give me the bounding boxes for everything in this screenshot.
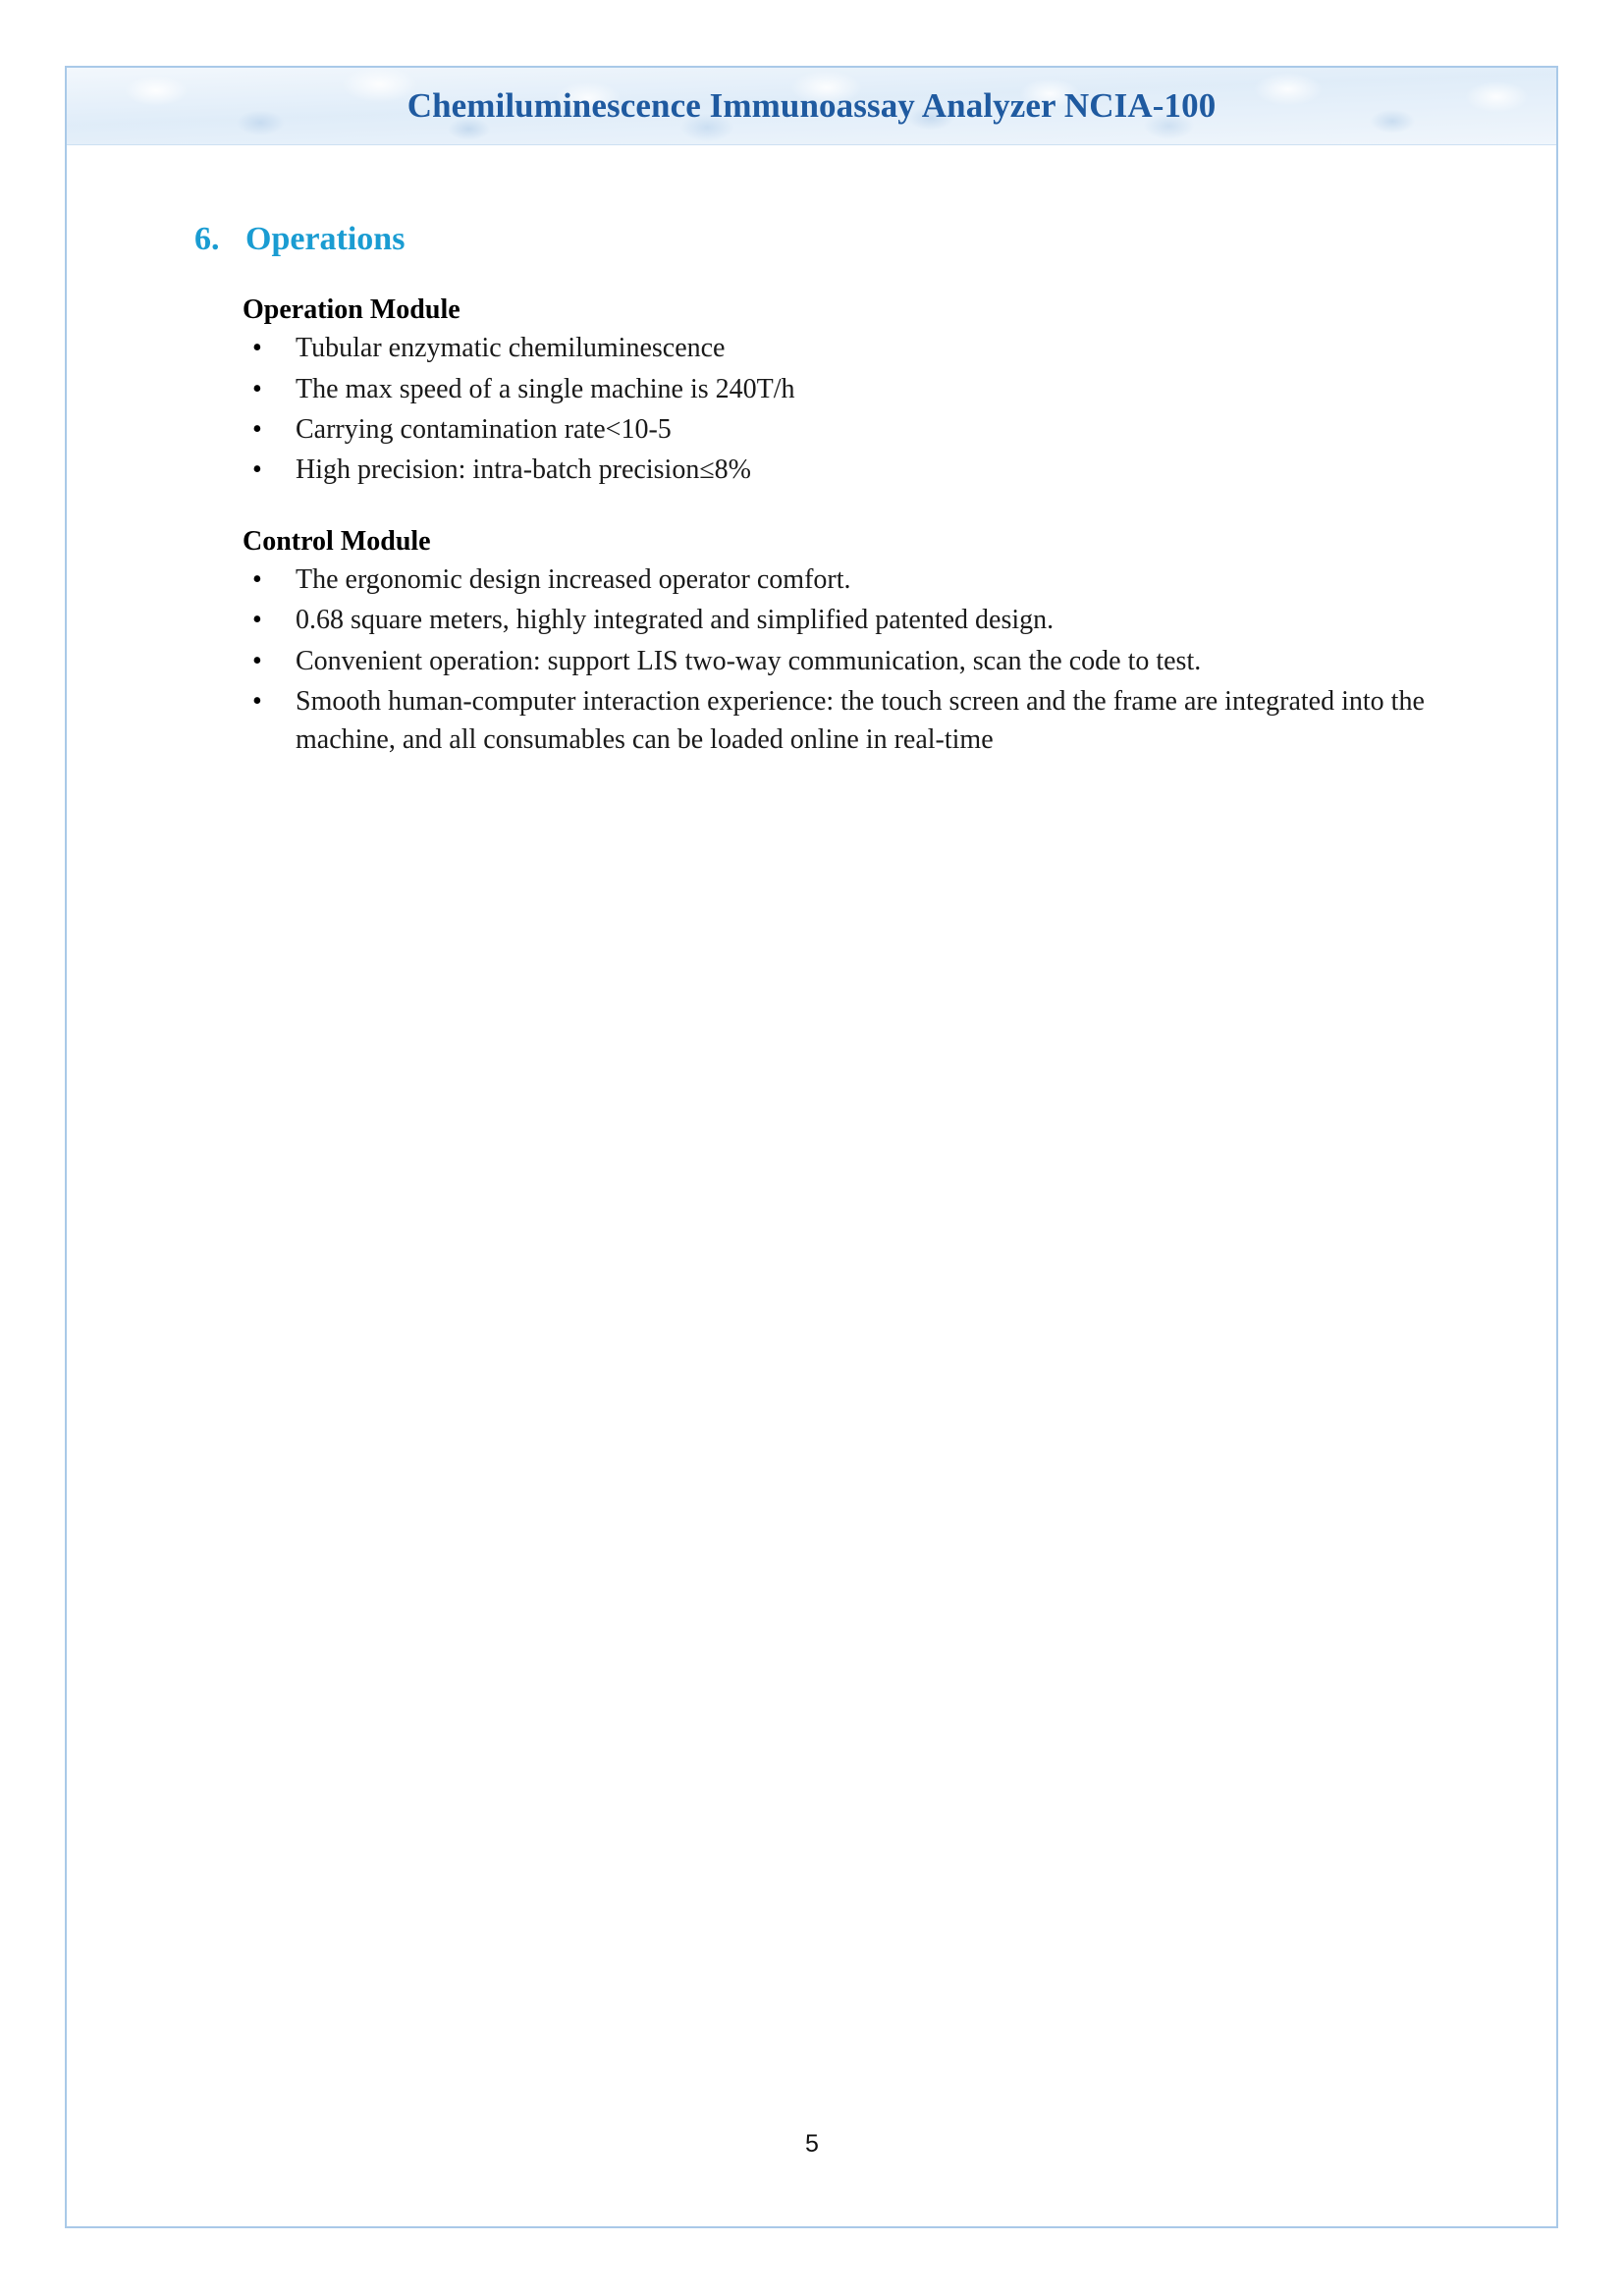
list-item [243,451,1457,489]
list-item-text: Tubular enzymatic chemiluminescence [296,333,726,364]
bullet-dot-icon: • [252,564,262,596]
list-item-text: The ergonomic design increased operator comfort. [296,564,851,596]
section-heading-operations [194,221,1624,257]
page-content [0,221,1624,759]
sub-heading-operation-module: Operation Module [243,294,460,326]
list-item-text: Carrying contamination rate<10-5 [296,413,672,445]
document-header-title: Chemiluminescence Immunoassay Analyzer NCIA-100 [406,86,1217,125]
list-item-text: The max speed of a single machine is 240T/h [296,373,795,404]
list-item [243,682,1457,759]
page-number-footer: 5 [805,2130,819,2158]
bullet-list-control-module [243,561,1457,759]
section-number: 6. [194,221,220,257]
section-title: Operations [245,221,406,257]
bullet-dot-icon: • [252,605,262,636]
bullet-dot-icon: • [252,454,262,485]
group-control-module [243,524,1457,759]
group-operation-module [243,293,1457,489]
spacer [0,489,1624,524]
list-item [243,642,1457,680]
list-item [243,561,1457,599]
bullet-list-operation-module [243,329,1457,489]
list-item-text: Smooth human-computer interaction experience: the touch screen and the frame are integrated into the machine, and all consumables can be loaded online in real-time [296,685,1425,755]
sub-heading-control-module: Control Module [243,526,431,558]
list-item-text: 0.68 square meters, highly integrated and simplified patented design. [296,605,1055,636]
spacer [0,257,1624,293]
bullet-dot-icon: • [252,413,262,445]
page-header-banner [67,68,1556,145]
bullet-dot-icon: • [252,685,262,717]
list-item-text: Convenient operation: support LIS two-way communication, scan the code to test. [296,645,1202,676]
bullet-dot-icon: • [252,333,262,364]
list-item-text: High precision: intra-batch precision≤8% [296,454,752,485]
list-item [243,370,1457,408]
list-item [243,329,1457,367]
list-item [243,601,1457,639]
bullet-dot-icon: • [252,645,262,676]
list-item [243,410,1457,449]
bullet-dot-icon: • [252,373,262,404]
